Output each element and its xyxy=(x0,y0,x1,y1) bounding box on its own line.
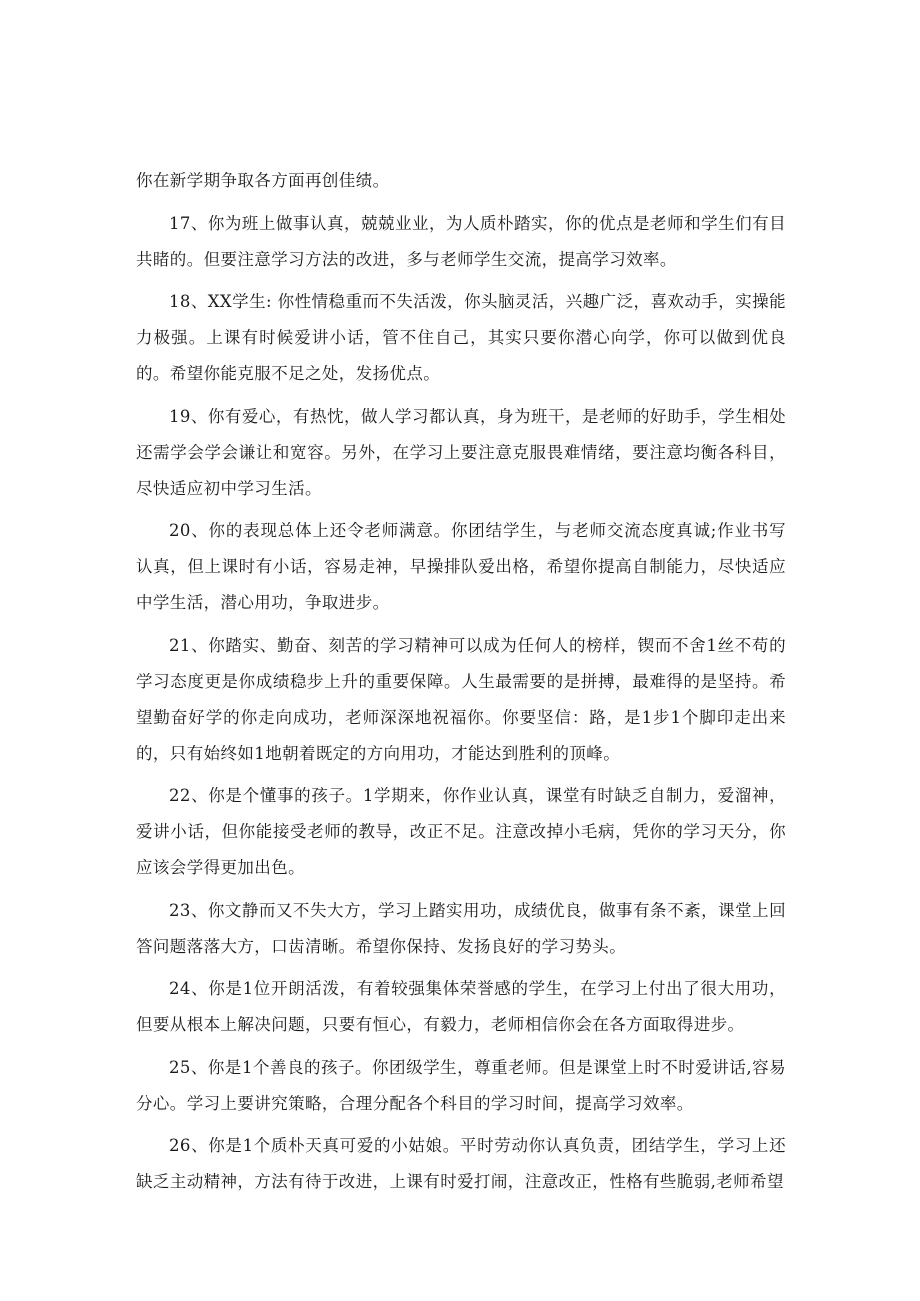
paragraph-17: 17、你为班上做事认真，兢兢业业，为人质朴踏实，你的优点是老师和学生们有目共睹的。但要注意学习方法的改进，多与老师学生交流，提高学习效率。 xyxy=(136,213,786,269)
paragraph-19: 19、你有爱心，有热忱，做人学习都认真，身为班干，是老师的好助手，学生相处还需学会学会谦让和宽容。另外，在学习上要注意克服畏难情绪，要注意均衡各科目，尽快适应初中学习生活。 xyxy=(136,406,786,498)
paragraph-22: 22、你是个懂事的孩子。1学期来，你作业认真，课堂有时缺乏自制力，爱溜神，爱讲小话，但你能接受老师的教导，改正不足。注意改掉小毛病，凭你的学习天分，你应该会学得更加出色。 xyxy=(136,786,786,877)
paragraph-26: 26、你是1个质朴天真可爱的小姑娘。平时劳动你认真负责，团结学生，学习上还缺乏主动精神，方法有待于改进，上课有时爱打闹，注意改正，性格有些脆弱,老师希望 xyxy=(136,1136,786,1191)
paragraph-24: 24、你是1位开朗活泼，有着较强集体荣誉感的学生，在学习上付出了很大用功，但要从根本上解决问题，只要有恒心，有毅力，老师相信你会在各方面取得进步。 xyxy=(136,979,786,1034)
paragraph-18: 18、XX学生: 你性情稳重而不失活泼，你头脑灵活，兴趣广泛，喜欢动手，实操能力极强。上课有时候爱讲小话，管不住自己，其实只要你潜心向学，你可以做到优良的。希望你能克服不足之处，发扬优点。 xyxy=(136,292,786,383)
paragraph-continuation: 你在新学期争取各方面再创佳绩。 xyxy=(136,171,390,190)
document-body xyxy=(136,163,786,1207)
paragraph-20: 20、你的表现总体上还令老师满意。你团结学生，与老师交流态度真诚;作业书写认真，但上课时有小话，容易走神，早操排队爱出格，希望你提高自制能力，尽快适应中学生活，潜心用功，争取进步。 xyxy=(136,521,786,612)
paragraph-21: 21、你踏实、勤奋、刻苦的学习精神可以成为任何人的榜样，锲而不舍1丝不苟的学习态度更是你成绩稳步上升的重要保障。人生最需要的是拼搏，最难得的是坚持。希望勤奋好学的你走向成功，老师深深地祝福你。你要坚信：路，是1步1个脚印走出来的，只有始终如1地朝着既定的方向用功，才能达到胜利的顶峰。 xyxy=(136,635,786,763)
paragraph-23: 23、你文静而又不失大方，学习上踏实用功，成绩优良，做事有条不紊，课堂上回答问题落落大方，口齿清晰。希望你保持、发扬良好的学习势头。 xyxy=(136,900,786,956)
paragraph-25: 25、你是1个善良的孩子。你团级学生，尊重老师。但是课堂上时不时爱讲话,容易分心。学习上要讲究策略，合理分配各个科目的学习时间，提高学习效率。 xyxy=(136,1057,786,1113)
